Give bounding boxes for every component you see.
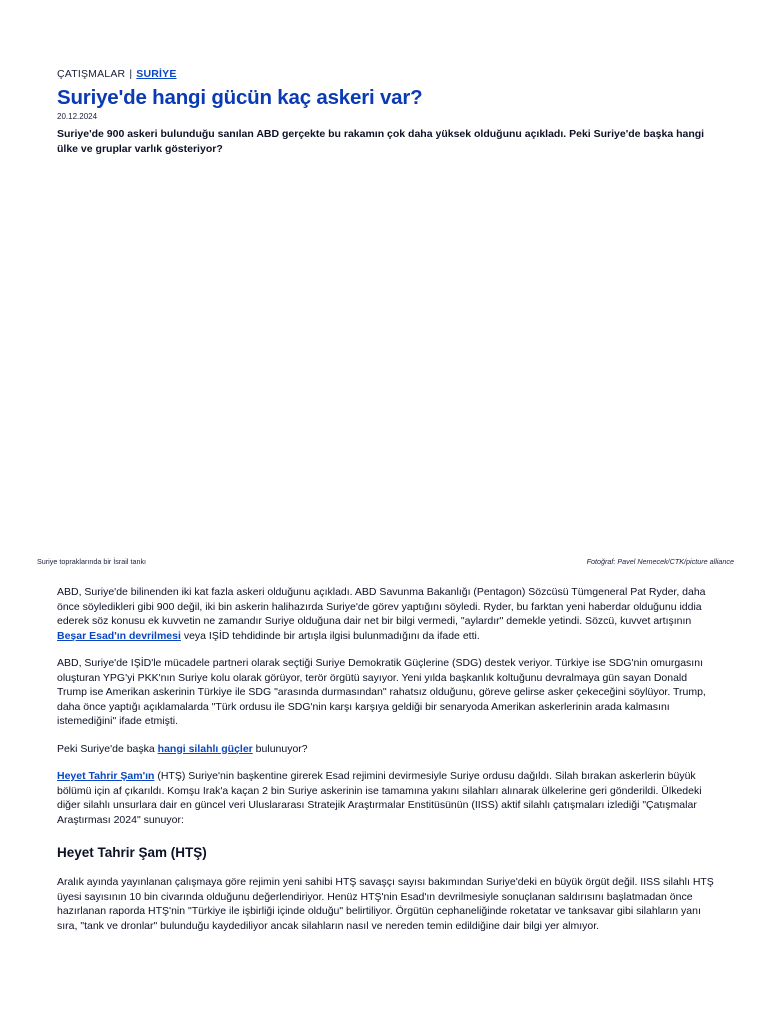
article-lead: Suriye'de 900 askeri bulunduğu sanılan ABD gerçekte bu rakamın çok daha yüksek olduğunu açıkladı. Peki Suriye'de başka hangi ülke ve gruplar varlık gösteriyor? — [57, 128, 705, 155]
article-date: 20.12.2024 — [57, 112, 98, 121]
image-credit: Fotoğraf: Pavel Nemecek/CTK/picture alliance — [586, 557, 734, 566]
breadcrumb-category: ÇATIŞMALAR — [57, 68, 126, 80]
paragraph: Aralık ayında yayınlanan çalışmaya göre rejimin yeni sahibi HTŞ savaşçı sayısı bakımından Suriye'deki en büyük örgüt değil. IISS silahlı HTŞ üyesi sayısının 10 bin civarında olduğunu değerlendiriyor. Henüz HTŞ'nin Esad'ın devrilmesiyle sonuçlanan saldırısını başlatmadan önce hazırlanan raporda HTŞ'nin "Türkiye ile işbirliği içinde olduğu" belirtiliyor. Örgütün cephaneliğinde roketatar ve tanksavar gibi silahların yanı sıra, "tank ve dronlar" bulunduğu kaydediliyor ancak silahların nasıl ve nereden temin edildiğine dair bilgi yer almıyor. — [57, 876, 714, 932]
article-image — [36, 168, 734, 552]
armed-forces-link[interactable]: hangi silahlı güçler — [157, 742, 253, 755]
article-body — [57, 585, 717, 946]
paragraph: Peki Suriye'de başka hangi silahlı güçler bulunuyor? — [57, 742, 308, 755]
breadcrumb-separator: | — [129, 68, 133, 80]
paragraph: ABD, Suriye'de IŞİD'le mücadele partneri olarak seçtiği Suriye Demokratik Güçlerine (SDG) destek veriyor. Türkiye ise SDG'nin omurgasını oluşturan YPG'yi PKK'nın Suriye kolu olarak görüyor, terör örgütü sayıyor. Yeni yılda başkanlık koltuğunu devralmaya gün sayan Donald Trump ise Amerikan askerinin Türkiye ile SDG "arasında durmasından" rahatsız olduğunu, göreve gelirse asker çekeceğini söylüyor. Trump, daha önce yaptığı açıklamalarda "Türk ordusu ile SDG'nin karşı karşıya geldiği bir senaryoda Amerikan askerlerinin arada kalmasını istemediğini" ifade etmişti. — [57, 657, 706, 727]
hts-link[interactable]: Heyet Tahrir Şam'ın — [57, 770, 155, 782]
section-heading: Heyet Tahrir Şam (HTŞ) — [57, 845, 207, 860]
paragraph: Heyet Tahrir Şam'ın (HTŞ) Suriye'nin başkentine girerek Esad rejimini devirmesiyle Suriye ordusu dağıldı. Silah bırakan askerlerin büyük bölümü için af çıkarıldı. Komşu Irak'a kaçan 2 bin Suriye askerinin ise tamamına yakını silahları alınarak ülkelerine geri gönderildi. Ülkedeki diğer silahlı unsurlara dair en güncel veri Uluslararası Stratejik Araştırmalar Enstitüsünün (IISS) aktif silahlı çatışmaları izlediği "Çatışmalar Araştırması 2024" sunuyor: — [57, 770, 702, 826]
breadcrumb-topic-link[interactable]: SURİYE — [136, 68, 177, 80]
paragraph: ABD, Suriye'de bilinenden iki kat fazla askeri olduğunu açıkladı. ABD Savunma Bakanlığı (Pentagon) Sözcüsü Tümgeneral Pat Ryder, daha önce söyledikleri gibi 900 değil, iki bin askerin halihazırda Suriye'de görev yaptığını söyledi. Ryder, bu farktan yeni haberdar olduğunu iddia ederek söz konusu ek kuvvetin ne zamandır Suriye olduğuna dair net bir bilgi vermedi, "aylardır" demekle yetindi. Sözcü, kuvvet artışının Beşar Esad'ın devrilmesi veya IŞİD tehdidinde bir artışla ilgisi bulunmadığını da ifade etti. — [57, 586, 706, 642]
article-title: Suriye'de hangi gücün kaç askeri var? — [57, 86, 423, 109]
breadcrumb — [57, 68, 177, 80]
assad-overthrow-link[interactable]: Beşar Esad'ın devrilmesi — [57, 629, 181, 642]
image-caption: Suriye topraklarında bir İsrail tankı — [37, 557, 147, 566]
